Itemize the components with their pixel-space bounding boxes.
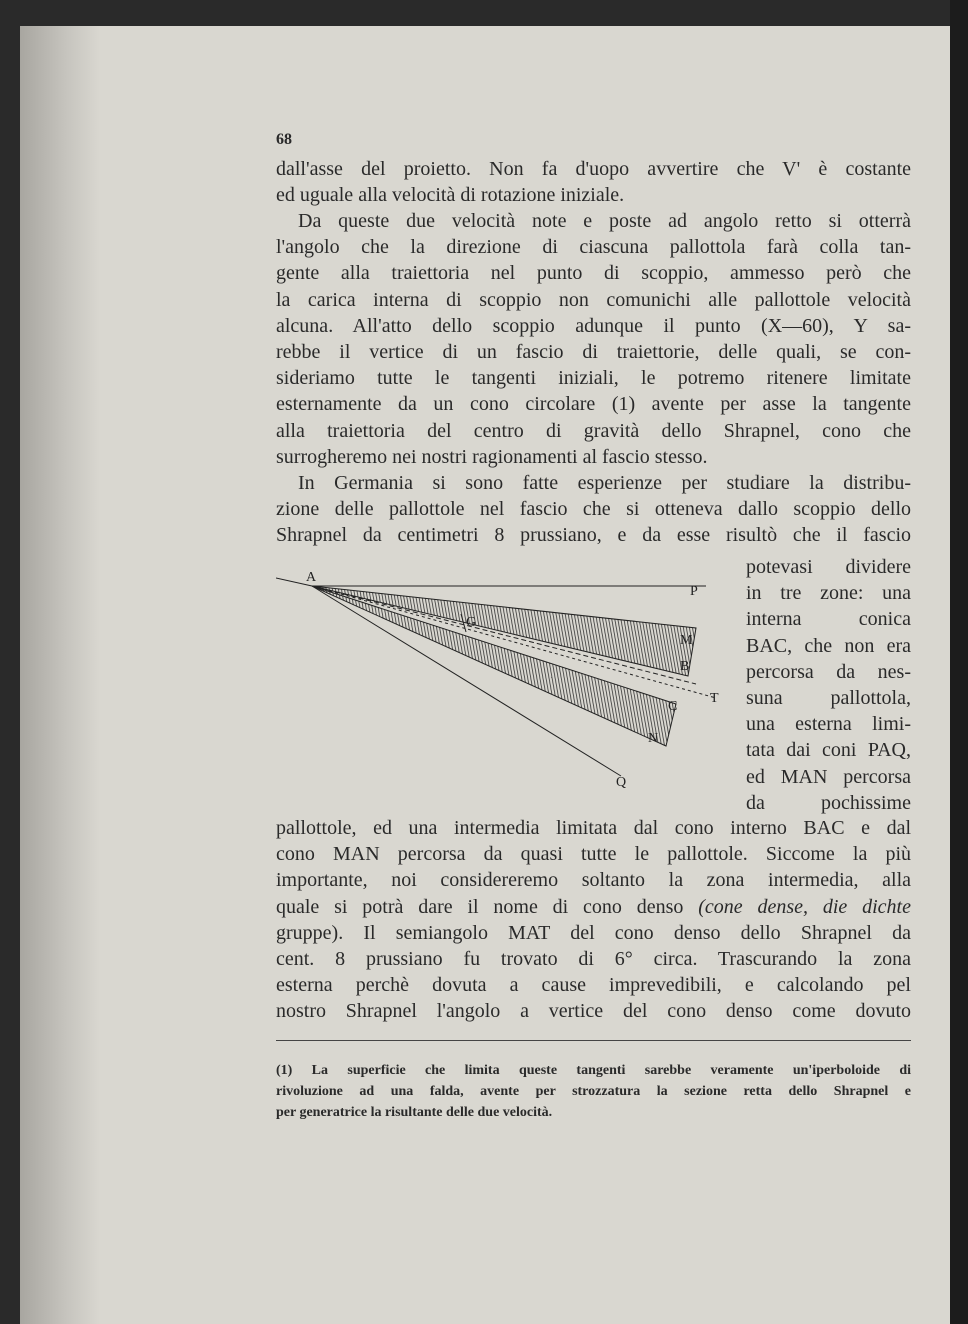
footnote-line: rivoluzione ad una falda, avente per strozzatura la sezione retta dello Shrapnel e [276,1084,911,1099]
footnote [276,1060,911,1123]
text-line: esternamente da un cono circolare (1) avente per asse la tangente [276,393,911,416]
text-line: potevasi dividere [746,556,911,578]
text-line: gruppe). Il semiangolo MAT del cono denso dello Shrapnel da [276,921,911,944]
text-line: sideriamo tutte le tangenti iniziali, le potremo ritenere limitate [276,367,911,390]
text-line: nostro Shrapnel l'angolo a vertice del cono denso come dovuto [276,1000,911,1023]
paragraph-1 [276,156,911,208]
label-g: G [466,615,477,630]
text-line: BAC, che non era [746,634,911,657]
text-line: da pochissime [746,791,911,814]
text-line: ed uguale alla velocità di rotazione iniziale. [276,184,625,207]
label-b: B [680,659,690,674]
text-line: la carica interna di scoppio non comunichi alle pallottole velocità [276,288,911,311]
page-edge [950,0,968,1324]
paragraph-3 [276,470,911,549]
shrapnel-cone-figure [276,566,736,796]
text-line: importante, noi considereremo soltanto la zona intermedia, alla [276,869,911,892]
text-line: dall'asse del proietto. Non fa d'uopo avvertire che V' è costante [276,158,911,180]
text-line: alla traiettoria del centro di gravità dello Shrapnel, cono che [276,419,911,442]
italic-phrase: (cone dense, die dichte [698,895,911,918]
label-n: N [648,731,659,746]
text-line: Shrapnel da centimetri 8 prussiano, e da esse risultò che il fascio [276,524,911,547]
label-p: P [690,584,698,599]
footnote-line: (1) La superficie che limita queste tangenti sarebbe veramente un'iperboloide di [276,1063,911,1078]
footnote-line: per generatrice la risultante delle due velocità. [276,1105,553,1120]
label-a: A [306,570,317,585]
text-line: cono MAN percorsa da quasi tutte le pallottole. Siccome la più [276,843,911,866]
text-line: rebbe il vertice di un fascio di traiettorie, delle quali, se con- [276,340,911,363]
text-line: tata dai coni PAQ, [746,739,911,762]
text-line: surrogheremo nei nostri ragionamenti al fascio stesso. [276,445,708,468]
text-line: cent. 8 prussiano fu trovato di 6° circa. Trascurando la zona [276,947,911,970]
text-line: gente alla traiettoria nel punto di scoppio, ammesso però che [276,262,911,285]
text-line: in tre zone: una [746,582,911,605]
text-line: Da queste due velocità note e poste ad angolo retto si otterrà [298,210,911,232]
label-q: Q [616,775,627,790]
label-c: C [668,699,678,714]
text-line: una esterna limi- [746,713,911,736]
text-line: interna conica [746,608,911,631]
label-m: M [680,633,693,648]
text-line: percorsa da nes- [746,660,911,683]
label-t: T [710,691,719,706]
text-line: suna pallottola, [746,686,911,709]
text-line: alcuna. All'atto dello scoppio adunque il punto (X—60), Y sa- [276,314,911,337]
text-line: pallottole, ed una intermedia limitata dal cono interno BAC e dal [276,817,911,839]
page-number: 68 [276,131,292,148]
text-line: In Germania si sono fatte esperienze per studiare la distribu- [298,472,911,494]
book-spine-shadow [20,26,100,1324]
text-segment: quale si potrà dare il nome di cono denso [276,895,684,918]
text-line: esterna perchè dovuta a cause imprevedibili, e calcolando pel [276,974,911,997]
paragraph-4 [276,815,911,1025]
text-line: l'angolo che la direzione di ciascuna pallottola farà colla tan- [276,236,911,259]
text-line: zione delle pallottole nel fascio che si otteneva dallo scoppio dello [276,498,911,521]
side-paragraph [746,554,911,816]
text-line: ed MAN percorsa [746,765,911,788]
footnote-rule [276,1040,911,1041]
paragraph-2 [276,208,911,470]
text-line [276,894,911,920]
